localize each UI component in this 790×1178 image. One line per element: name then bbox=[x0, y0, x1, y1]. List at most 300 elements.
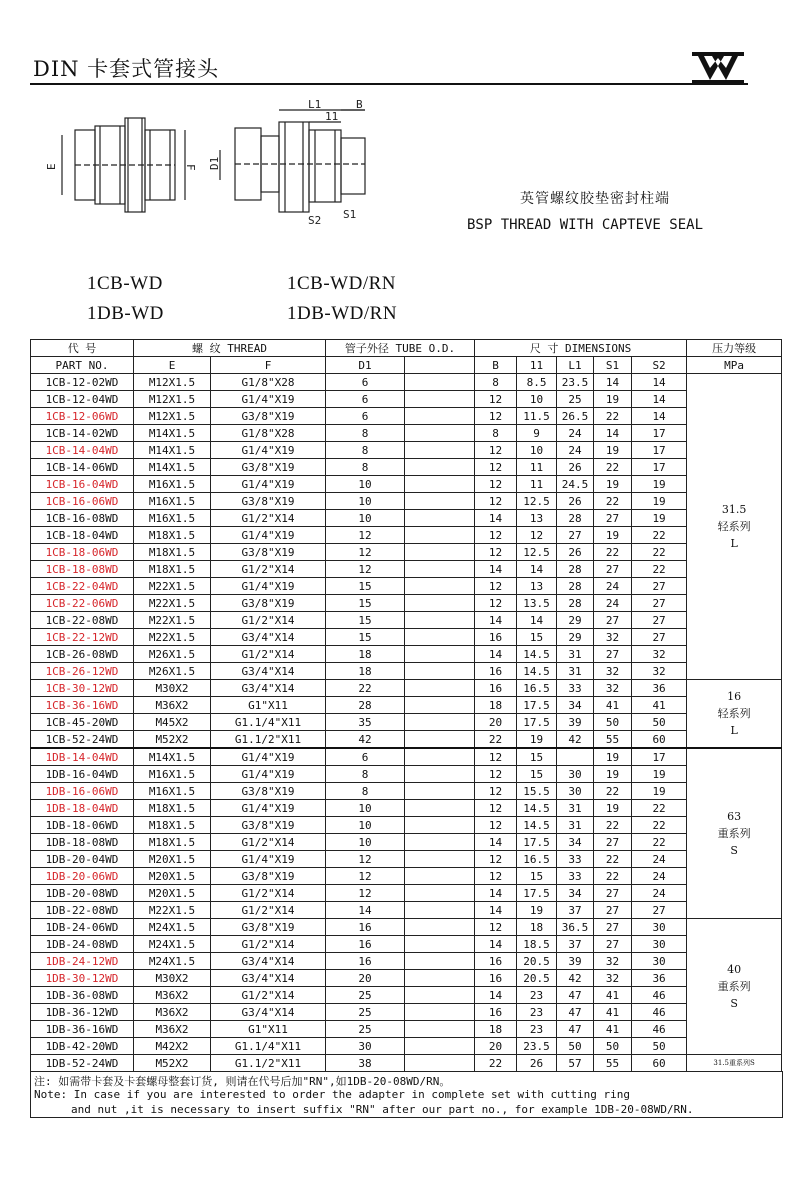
tube-blank bbox=[405, 834, 475, 851]
dim-s2: 22 bbox=[632, 561, 687, 578]
dim-l1: 33 bbox=[557, 868, 594, 885]
dim-l1: 47 bbox=[557, 987, 594, 1004]
dim-b: 22 bbox=[475, 1055, 517, 1072]
dim-b: 12 bbox=[475, 766, 517, 783]
dim-s2: 22 bbox=[632, 544, 687, 561]
part-no: 1DB-30-12WD bbox=[31, 970, 134, 987]
tube-d1: 8 bbox=[326, 442, 405, 459]
tube-blank bbox=[405, 748, 475, 766]
thread-f: G3/4"X14 bbox=[211, 953, 326, 970]
dim-s1: 27 bbox=[594, 561, 632, 578]
series-label-cb: 1CB-WD bbox=[87, 273, 163, 294]
tube-blank bbox=[405, 408, 475, 425]
part-no: 1CB-14-02WD bbox=[31, 425, 134, 442]
dim-s2: 19 bbox=[632, 766, 687, 783]
parts-table bbox=[30, 339, 782, 1072]
dim-l1: 47 bbox=[557, 1004, 594, 1021]
tube-blank bbox=[405, 868, 475, 885]
pressure-line: S bbox=[730, 844, 738, 857]
svg-text:E: E bbox=[45, 163, 58, 170]
part-no: 1DB-16-06WD bbox=[31, 783, 134, 800]
table-row bbox=[31, 783, 782, 800]
tube-d1: 16 bbox=[326, 936, 405, 953]
tube-blank bbox=[405, 697, 475, 714]
part-no: 1DB-42-20WD bbox=[31, 1038, 134, 1055]
part-no: 1CB-22-04WD bbox=[31, 578, 134, 595]
thread-e: M20X1.5 bbox=[134, 885, 211, 902]
tube-d1: 15 bbox=[326, 578, 405, 595]
dim-11: 14.5 bbox=[517, 663, 557, 680]
table-row bbox=[31, 425, 782, 442]
dim-l1: 31 bbox=[557, 663, 594, 680]
dim-11: 23 bbox=[517, 1004, 557, 1021]
dim-b: 16 bbox=[475, 953, 517, 970]
dim-11: 20.5 bbox=[517, 970, 557, 987]
thread-f: G1"X11 bbox=[211, 697, 326, 714]
dim-s1: 14 bbox=[594, 374, 632, 391]
dim-b: 16 bbox=[475, 970, 517, 987]
thread-f: G1.1/2"X11 bbox=[211, 1055, 326, 1072]
thread-f: G1/4"X19 bbox=[211, 527, 326, 544]
pressure-class bbox=[687, 680, 782, 749]
header-mpa: MPa bbox=[687, 357, 782, 374]
dim-l1: 29 bbox=[557, 612, 594, 629]
header-part-no: PART NO. bbox=[31, 357, 134, 374]
table-row bbox=[31, 748, 782, 766]
tube-d1: 8 bbox=[326, 783, 405, 800]
dim-s2: 19 bbox=[632, 476, 687, 493]
thread-f: G1.1/4"X11 bbox=[211, 714, 326, 731]
dim-l1: 42 bbox=[557, 731, 594, 749]
thread-e: M45X2 bbox=[134, 714, 211, 731]
dim-s2: 32 bbox=[632, 646, 687, 663]
svg-text:L1: L1 bbox=[308, 100, 322, 111]
svg-text:11: 11 bbox=[325, 110, 339, 123]
tube-blank bbox=[405, 1004, 475, 1021]
series-label-db-rn: 1DB-WD/RN bbox=[287, 303, 398, 324]
part-no: 1CB-12-06WD bbox=[31, 408, 134, 425]
dim-s2: 46 bbox=[632, 987, 687, 1004]
dim-11: 26 bbox=[517, 1055, 557, 1072]
tube-blank bbox=[405, 817, 475, 834]
dim-l1: 30 bbox=[557, 783, 594, 800]
dim-11: 23 bbox=[517, 987, 557, 1004]
dim-b: 20 bbox=[475, 1038, 517, 1055]
thread-e: M26X1.5 bbox=[134, 646, 211, 663]
dim-s2: 19 bbox=[632, 510, 687, 527]
table-row bbox=[31, 919, 782, 936]
dim-s2: 46 bbox=[632, 1004, 687, 1021]
tube-d1: 12 bbox=[326, 868, 405, 885]
dim-b: 14 bbox=[475, 612, 517, 629]
tube-blank bbox=[405, 1038, 475, 1055]
thread-f: G3/8"X19 bbox=[211, 783, 326, 800]
title-divider bbox=[30, 83, 748, 85]
thread-f: G1/4"X19 bbox=[211, 476, 326, 493]
part-no: 1CB-30-12WD bbox=[31, 680, 134, 697]
dim-l1: 34 bbox=[557, 834, 594, 851]
header-code: 代 号 bbox=[31, 340, 134, 357]
tube-d1: 10 bbox=[326, 834, 405, 851]
dim-11: 8.5 bbox=[517, 374, 557, 391]
part-no: 1DB-18-04WD bbox=[31, 800, 134, 817]
tube-blank bbox=[405, 714, 475, 731]
part-no: 1DB-24-12WD bbox=[31, 953, 134, 970]
dim-11: 12 bbox=[517, 527, 557, 544]
thread-e: M14X1.5 bbox=[134, 459, 211, 476]
dim-s2: 30 bbox=[632, 919, 687, 936]
dim-b: 12 bbox=[475, 851, 517, 868]
dim-s2: 27 bbox=[632, 629, 687, 646]
thread-f: G3/8"X19 bbox=[211, 544, 326, 561]
thread-f: G1.1/2"X11 bbox=[211, 731, 326, 749]
tube-d1: 10 bbox=[326, 493, 405, 510]
tube-d1: 6 bbox=[326, 408, 405, 425]
table-row bbox=[31, 374, 782, 391]
pressure-line: 轻系列 bbox=[717, 520, 751, 533]
dim-s1: 41 bbox=[594, 1004, 632, 1021]
tube-blank bbox=[405, 612, 475, 629]
dim-l1: 28 bbox=[557, 510, 594, 527]
tube-d1: 22 bbox=[326, 680, 405, 697]
table-row bbox=[31, 561, 782, 578]
dim-l1: 23.5 bbox=[557, 374, 594, 391]
tube-d1: 10 bbox=[326, 817, 405, 834]
thread-e: M24X1.5 bbox=[134, 919, 211, 936]
dim-l1: 33 bbox=[557, 680, 594, 697]
dim-l1: 29 bbox=[557, 629, 594, 646]
tube-blank bbox=[405, 493, 475, 510]
table-row bbox=[31, 680, 782, 697]
tube-blank bbox=[405, 578, 475, 595]
tube-blank bbox=[405, 680, 475, 697]
part-no: 1CB-16-06WD bbox=[31, 493, 134, 510]
dim-l1: 39 bbox=[557, 714, 594, 731]
header-dimensions: 尺 寸 DIMENSIONS bbox=[475, 340, 687, 357]
thread-f: G3/8"X19 bbox=[211, 919, 326, 936]
part-no: 1CB-16-08WD bbox=[31, 510, 134, 527]
pressure-line: 重系列 bbox=[717, 827, 751, 840]
table-row bbox=[31, 868, 782, 885]
thread-e: M52X2 bbox=[134, 731, 211, 749]
dim-s2: 27 bbox=[632, 578, 687, 595]
dim-s1: 19 bbox=[594, 800, 632, 817]
dim-b: 12 bbox=[475, 578, 517, 595]
dim-s2: 17 bbox=[632, 425, 687, 442]
thread-e: M16X1.5 bbox=[134, 766, 211, 783]
dim-11: 14 bbox=[517, 612, 557, 629]
thread-e: M16X1.5 bbox=[134, 783, 211, 800]
table-row bbox=[31, 902, 782, 919]
dim-11: 19 bbox=[517, 731, 557, 749]
thread-e: M18X1.5 bbox=[134, 817, 211, 834]
part-no: 1CB-45-20WD bbox=[31, 714, 134, 731]
dim-11: 9 bbox=[517, 425, 557, 442]
thread-f: G1/4"X19 bbox=[211, 800, 326, 817]
pressure-class bbox=[687, 1055, 782, 1072]
subtitle-cn: 英管螺纹胶垫密封柱端 bbox=[520, 191, 670, 207]
dim-s1: 22 bbox=[594, 783, 632, 800]
header-b: B bbox=[475, 357, 517, 374]
part-no: 1DB-18-08WD bbox=[31, 834, 134, 851]
tube-blank bbox=[405, 919, 475, 936]
svg-text:S2: S2 bbox=[308, 214, 322, 227]
dim-l1: 34 bbox=[557, 885, 594, 902]
dim-s1: 24 bbox=[594, 578, 632, 595]
thread-f: G1/2"X14 bbox=[211, 987, 326, 1004]
pressure-line: 63 bbox=[727, 810, 742, 823]
table-row bbox=[31, 493, 782, 510]
tube-blank bbox=[405, 953, 475, 970]
tube-d1: 10 bbox=[326, 476, 405, 493]
dim-11: 15 bbox=[517, 868, 557, 885]
dim-11: 18.5 bbox=[517, 936, 557, 953]
dim-b: 8 bbox=[475, 374, 517, 391]
tube-blank bbox=[405, 391, 475, 408]
dim-s2: 50 bbox=[632, 714, 687, 731]
part-no: 1CB-36-16WD bbox=[31, 697, 134, 714]
tube-blank bbox=[405, 766, 475, 783]
table-row bbox=[31, 851, 782, 868]
part-no: 1DB-36-08WD bbox=[31, 987, 134, 1004]
dim-11: 11 bbox=[517, 459, 557, 476]
thread-f: G1/2"X14 bbox=[211, 612, 326, 629]
dim-s1: 27 bbox=[594, 612, 632, 629]
series-label-db: 1DB-WD bbox=[87, 303, 164, 324]
part-no: 1CB-12-04WD bbox=[31, 391, 134, 408]
dim-s2: 24 bbox=[632, 868, 687, 885]
dim-11: 15 bbox=[517, 629, 557, 646]
part-no: 1DB-20-08WD bbox=[31, 885, 134, 902]
thread-e: M12X1.5 bbox=[134, 408, 211, 425]
thread-e: M52X2 bbox=[134, 1055, 211, 1072]
pressure-class bbox=[687, 374, 782, 680]
table-row bbox=[31, 1038, 782, 1055]
thread-e: M16X1.5 bbox=[134, 476, 211, 493]
tube-d1: 30 bbox=[326, 1038, 405, 1055]
table-row bbox=[31, 714, 782, 731]
header-tube: 管子外径 TUBE O.D. bbox=[326, 340, 475, 357]
dim-b: 14 bbox=[475, 902, 517, 919]
part-no: 1DB-24-06WD bbox=[31, 919, 134, 936]
tube-d1: 18 bbox=[326, 646, 405, 663]
dim-11: 17.5 bbox=[517, 834, 557, 851]
dim-s2: 24 bbox=[632, 885, 687, 902]
tube-blank bbox=[405, 442, 475, 459]
dim-s1: 41 bbox=[594, 1021, 632, 1038]
thread-e: M36X2 bbox=[134, 697, 211, 714]
thread-f: G1/2"X14 bbox=[211, 510, 326, 527]
thread-e: M20X1.5 bbox=[134, 851, 211, 868]
dim-s1: 27 bbox=[594, 646, 632, 663]
part-no: 1DB-24-08WD bbox=[31, 936, 134, 953]
dim-11: 23 bbox=[517, 1021, 557, 1038]
note-cn: 注: 如需带卡套及卡套螺母整套订货, 则请在代号后加"RN",如1DB-20-08WD/RN。 bbox=[34, 1075, 451, 1088]
dim-b: 14 bbox=[475, 646, 517, 663]
tube-d1: 35 bbox=[326, 714, 405, 731]
dim-s1: 22 bbox=[594, 868, 632, 885]
thread-e: M24X1.5 bbox=[134, 953, 211, 970]
dim-s2: 17 bbox=[632, 459, 687, 476]
dim-s1: 50 bbox=[594, 1038, 632, 1055]
dim-11: 10 bbox=[517, 391, 557, 408]
tube-blank bbox=[405, 851, 475, 868]
dim-b: 12 bbox=[475, 595, 517, 612]
dim-b: 8 bbox=[475, 425, 517, 442]
tube-blank bbox=[405, 783, 475, 800]
thread-e: M18X1.5 bbox=[134, 834, 211, 851]
table-row bbox=[31, 731, 782, 749]
parts-table-body bbox=[31, 374, 782, 1072]
table-row bbox=[31, 544, 782, 561]
dim-s2: 50 bbox=[632, 1038, 687, 1055]
dim-s2: 46 bbox=[632, 1021, 687, 1038]
part-no: 1CB-12-02WD bbox=[31, 374, 134, 391]
thread-f: G3/4"X14 bbox=[211, 663, 326, 680]
thread-e: M30X2 bbox=[134, 680, 211, 697]
dim-b: 14 bbox=[475, 561, 517, 578]
dim-b: 14 bbox=[475, 510, 517, 527]
table-row bbox=[31, 442, 782, 459]
dim-s1: 19 bbox=[594, 476, 632, 493]
table-row bbox=[31, 527, 782, 544]
header-s1: S1 bbox=[594, 357, 632, 374]
part-no: 1CB-26-12WD bbox=[31, 663, 134, 680]
thread-f: G1/4"X19 bbox=[211, 442, 326, 459]
dim-l1: 34 bbox=[557, 697, 594, 714]
dim-b: 12 bbox=[475, 748, 517, 766]
thread-e: M24X1.5 bbox=[134, 936, 211, 953]
dim-11: 14 bbox=[517, 561, 557, 578]
svg-text:S1: S1 bbox=[343, 208, 357, 221]
dim-s1: 19 bbox=[594, 391, 632, 408]
dim-11: 14.5 bbox=[517, 800, 557, 817]
tube-d1: 15 bbox=[326, 612, 405, 629]
thread-f: G1/4"X19 bbox=[211, 766, 326, 783]
dim-s2: 19 bbox=[632, 783, 687, 800]
dim-s1: 27 bbox=[594, 902, 632, 919]
dim-l1 bbox=[557, 748, 594, 766]
thread-f: G1/4"X19 bbox=[211, 578, 326, 595]
dim-11: 16.5 bbox=[517, 851, 557, 868]
dim-s1: 41 bbox=[594, 987, 632, 1004]
dim-b: 12 bbox=[475, 783, 517, 800]
dim-s1: 27 bbox=[594, 885, 632, 902]
thread-f: G1/2"X14 bbox=[211, 561, 326, 578]
thread-f: G3/8"X19 bbox=[211, 493, 326, 510]
thread-e: M36X2 bbox=[134, 1004, 211, 1021]
tube-d1: 6 bbox=[326, 391, 405, 408]
thread-f: G1/2"X14 bbox=[211, 834, 326, 851]
dim-b: 16 bbox=[475, 1004, 517, 1021]
tube-blank bbox=[405, 646, 475, 663]
dim-11: 17.5 bbox=[517, 697, 557, 714]
dim-b: 18 bbox=[475, 1021, 517, 1038]
dim-s2: 36 bbox=[632, 970, 687, 987]
header-pressure: 压力等级 bbox=[687, 340, 782, 357]
dim-l1: 28 bbox=[557, 561, 594, 578]
tube-blank bbox=[405, 1055, 475, 1072]
header-11: 11 bbox=[517, 357, 557, 374]
dim-s2: 14 bbox=[632, 391, 687, 408]
dim-s2: 27 bbox=[632, 612, 687, 629]
dim-s1: 22 bbox=[594, 851, 632, 868]
dim-11: 14.5 bbox=[517, 646, 557, 663]
thread-e: M26X1.5 bbox=[134, 663, 211, 680]
tube-d1: 38 bbox=[326, 1055, 405, 1072]
thread-e: M14X1.5 bbox=[134, 425, 211, 442]
part-no: 1DB-20-04WD bbox=[31, 851, 134, 868]
svg-text:D1: D1 bbox=[208, 156, 221, 170]
dim-s1: 27 bbox=[594, 936, 632, 953]
dim-b: 14 bbox=[475, 987, 517, 1004]
dim-11: 17.5 bbox=[517, 714, 557, 731]
dim-b: 12 bbox=[475, 408, 517, 425]
part-no: 1DB-14-04WD bbox=[31, 748, 134, 766]
thread-f: G1/4"X19 bbox=[211, 851, 326, 868]
dim-11: 19 bbox=[517, 902, 557, 919]
table-row bbox=[31, 595, 782, 612]
table-row bbox=[31, 459, 782, 476]
part-no: 1DB-22-08WD bbox=[31, 902, 134, 919]
header-l1: L1 bbox=[557, 357, 594, 374]
thread-e: M36X2 bbox=[134, 1021, 211, 1038]
header-d1: D1 bbox=[326, 357, 405, 374]
dim-l1: 27 bbox=[557, 527, 594, 544]
thread-f: G3/8"X19 bbox=[211, 459, 326, 476]
thread-f: G3/4"X14 bbox=[211, 680, 326, 697]
pressure-line: 31.5重系列S bbox=[713, 1058, 755, 1067]
table-row bbox=[31, 953, 782, 970]
note-en-1: Note: In case if you are interested to order the adapter in complete set with cutting ring bbox=[34, 1088, 631, 1101]
svg-text:F: F bbox=[184, 164, 197, 171]
part-no: 1CB-52-24WD bbox=[31, 731, 134, 749]
dim-b: 12 bbox=[475, 919, 517, 936]
thread-e: M22X1.5 bbox=[134, 902, 211, 919]
tube-d1: 10 bbox=[326, 510, 405, 527]
dim-s1: 19 bbox=[594, 748, 632, 766]
table-row bbox=[31, 476, 782, 493]
pressure-line: 重系列 bbox=[717, 980, 751, 993]
part-no: 1DB-36-12WD bbox=[31, 1004, 134, 1021]
dim-b: 16 bbox=[475, 663, 517, 680]
dim-b: 12 bbox=[475, 527, 517, 544]
thread-e: M12X1.5 bbox=[134, 374, 211, 391]
table-row bbox=[31, 510, 782, 527]
thread-f: G1/8"X28 bbox=[211, 425, 326, 442]
thread-f: G1/8"X28 bbox=[211, 374, 326, 391]
tube-d1: 6 bbox=[326, 374, 405, 391]
notes-box bbox=[30, 1071, 783, 1118]
header-blank bbox=[405, 357, 475, 374]
table-row bbox=[31, 646, 782, 663]
dim-s2: 14 bbox=[632, 408, 687, 425]
thread-e: M14X1.5 bbox=[134, 442, 211, 459]
dim-11: 18 bbox=[517, 919, 557, 936]
table-row bbox=[31, 936, 782, 953]
pressure-line: L bbox=[730, 537, 738, 550]
table-row bbox=[31, 629, 782, 646]
subtitle-en: BSP THREAD WITH CAPTEVE SEAL bbox=[467, 217, 704, 233]
pressure-line: S bbox=[730, 997, 738, 1010]
dim-11: 12.5 bbox=[517, 544, 557, 561]
table-row bbox=[31, 578, 782, 595]
dim-b: 12 bbox=[475, 391, 517, 408]
tube-d1: 25 bbox=[326, 1021, 405, 1038]
dim-s2: 17 bbox=[632, 442, 687, 459]
dim-11: 15 bbox=[517, 748, 557, 766]
dim-s1: 32 bbox=[594, 629, 632, 646]
